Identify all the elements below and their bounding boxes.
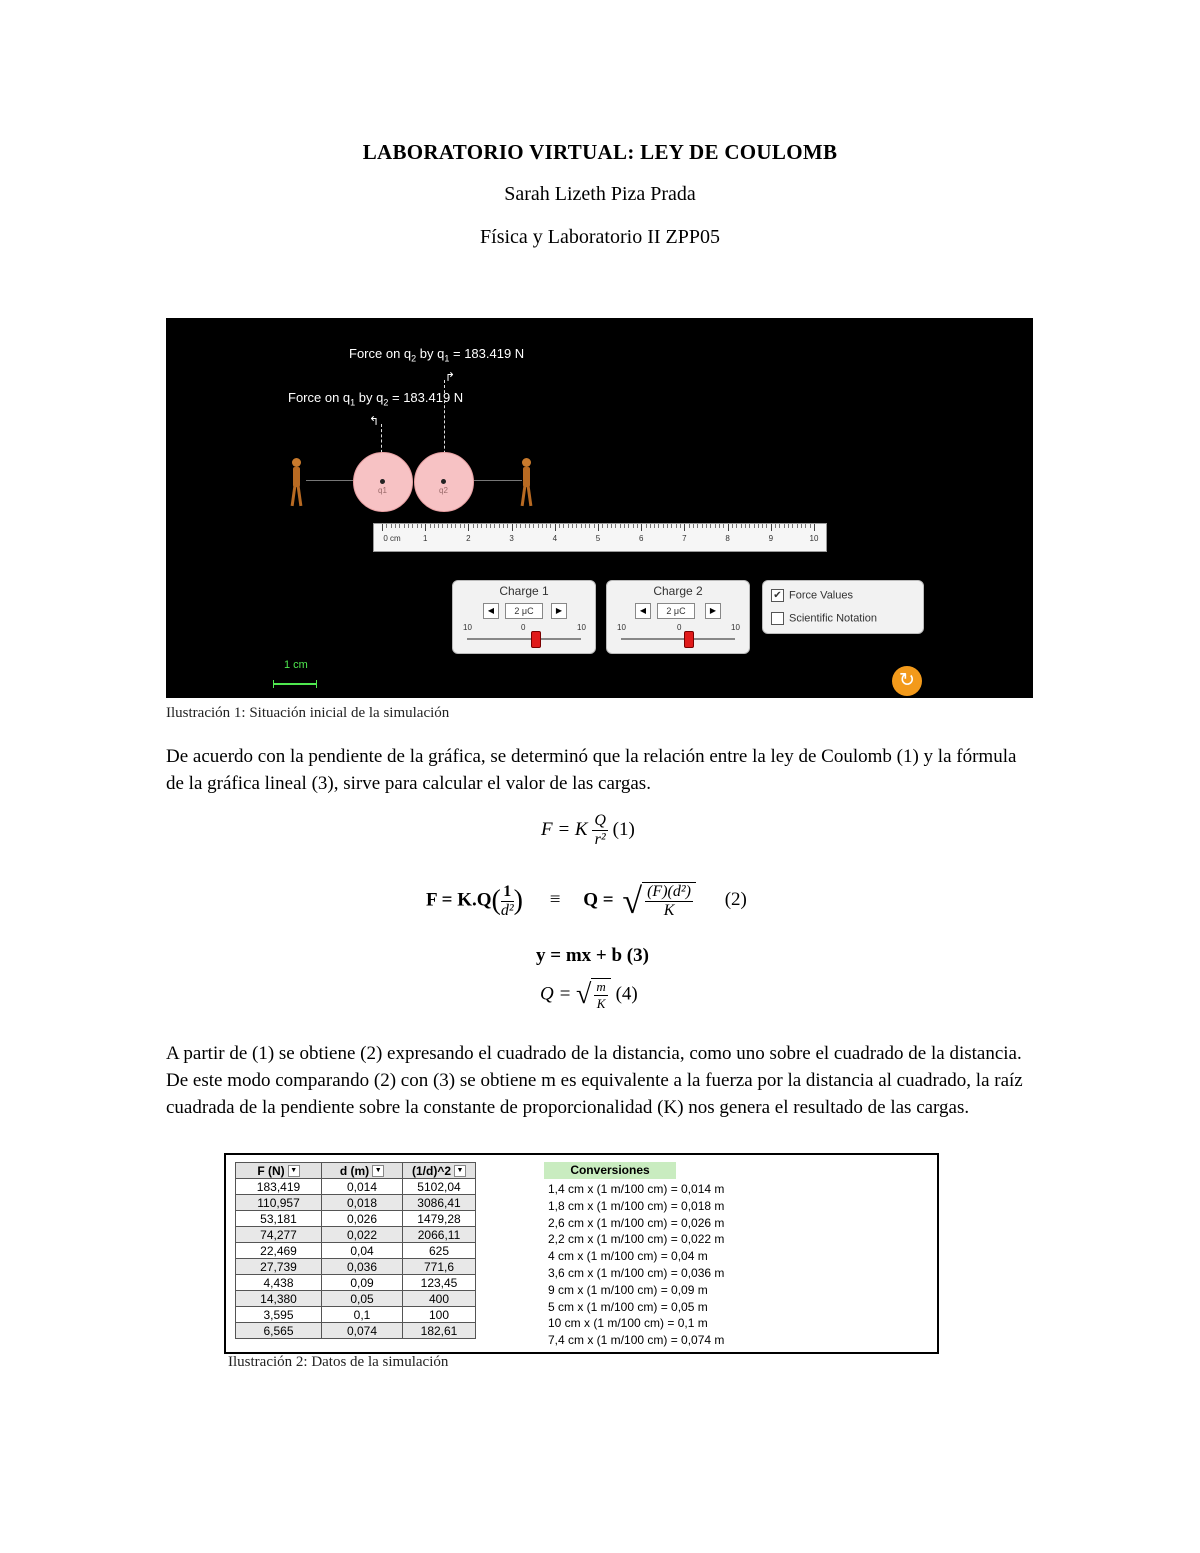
charge1-slider-track[interactable] <box>467 638 581 640</box>
ruler-minor-tick <box>646 524 647 528</box>
charge2-title: Charge 2 <box>653 584 703 598</box>
ruler-minor-tick <box>438 524 439 528</box>
ruler-minor-tick <box>516 524 517 528</box>
table-cell: 4,438 <box>236 1275 322 1291</box>
ruler-minor-tick <box>404 524 405 528</box>
ruler-minor-tick <box>546 524 547 528</box>
charge1-min-label: 10 <box>463 623 472 632</box>
charge1-max-label: 10 <box>577 623 586 632</box>
ruler-minor-tick <box>412 524 413 528</box>
ruler-tick-label: 9 <box>768 534 774 543</box>
paragraph-1: De acuerdo con la pendiente de la gráfica, se determinó que la relación entre la ley de Coulomb (1) y la fórmula de la gráfica lineal (3), sirve para calcular el valor de las cargas. <box>166 746 1017 794</box>
charge1-title: Charge 1 <box>499 584 549 598</box>
author-name: Sarah Lizeth Piza Prada <box>504 183 696 205</box>
table-row <box>236 1211 476 1227</box>
table-cell: 0,09 <box>322 1275 403 1291</box>
ruler-major-tick <box>771 524 772 531</box>
ruler-minor-tick <box>749 524 750 528</box>
coulomb-simulation <box>166 318 1033 698</box>
table-cell: 0,04 <box>322 1243 403 1259</box>
table-cell: 110,957 <box>236 1195 322 1211</box>
charge1-decrease-button[interactable]: ◀ <box>483 603 499 619</box>
rope-right <box>472 480 522 481</box>
charge2-panel <box>606 580 750 654</box>
filter-dropdown-icon: ▼ <box>372 1165 384 1177</box>
ruler-major-tick <box>728 524 729 531</box>
ruler-minor-tick <box>464 524 465 528</box>
table-cell: 771,6 <box>403 1259 476 1275</box>
ruler-minor-tick <box>481 524 482 528</box>
table-cell: 0,014 <box>322 1179 403 1195</box>
ruler-major-tick <box>555 524 556 531</box>
table-cell: 2066,11 <box>403 1227 476 1243</box>
table-cell: 0,018 <box>322 1195 403 1211</box>
conversion-row: 5 cm x (1 m/100 cm) = 0,05 m <box>548 1299 708 1314</box>
options-panel <box>762 580 924 634</box>
column-header-inverse-square[interactable]: (1/d)^2 ▼ <box>403 1163 476 1179</box>
ruler-major-tick <box>382 524 383 531</box>
ruler-tick-label: 7 <box>682 534 687 543</box>
table-row <box>236 1195 476 1211</box>
ruler-minor-tick <box>490 524 491 528</box>
ruler-minor-tick <box>460 524 461 528</box>
ruler-minor-tick <box>754 524 755 528</box>
ruler-minor-tick <box>391 524 392 528</box>
ruler-minor-tick <box>408 524 409 528</box>
ruler-minor-tick <box>810 524 811 528</box>
ruler-minor-tick <box>788 524 789 528</box>
charge2-slider-track[interactable] <box>621 638 735 640</box>
conversion-row: 10 cm x (1 m/100 cm) = 0,1 m <box>548 1316 708 1331</box>
ruler-minor-tick <box>533 524 534 528</box>
ruler-minor-tick <box>529 524 530 528</box>
ruler-tick-label: 10 <box>809 534 819 543</box>
ruler-minor-tick <box>615 524 616 528</box>
ruler-minor-tick <box>503 524 504 528</box>
ruler-minor-tick <box>766 524 767 528</box>
table-cell: 1479,28 <box>403 1211 476 1227</box>
ruler-minor-tick <box>697 524 698 528</box>
ruler-minor-tick <box>741 524 742 528</box>
equation-4: Q = √ $\frac{m}{K}$ (4) <box>540 979 638 1011</box>
conversion-row: 3,6 cm x (1 m/100 cm) = 0,036 m <box>548 1266 725 1280</box>
ruler-minor-tick <box>736 524 737 528</box>
charge2-decrease-button[interactable]: ◀ <box>635 603 651 619</box>
charge1-increase-button[interactable]: ▶ <box>551 603 567 619</box>
ruler-minor-tick <box>693 524 694 528</box>
ruler-minor-tick <box>658 524 659 528</box>
ruler-minor-tick <box>572 524 573 528</box>
ruler-minor-tick <box>719 524 720 528</box>
ruler-major-tick <box>641 524 642 531</box>
simulation-data-figure <box>224 1153 939 1354</box>
ruler-major-tick <box>598 524 599 531</box>
charge1-panel <box>452 580 596 654</box>
table-cell: 22,469 <box>236 1243 322 1259</box>
scientific-notation-option[interactable]: Scientific Notation <box>771 612 877 625</box>
ruler-minor-tick <box>525 524 526 528</box>
charge-q2-ball[interactable]: q2 <box>414 452 474 512</box>
ruler-minor-tick <box>477 524 478 528</box>
conversion-row: 1,4 cm x (1 m/100 cm) = 0,014 m <box>548 1182 725 1196</box>
ruler-minor-tick <box>805 524 806 528</box>
ruler-tick-label: 1 <box>422 534 428 543</box>
ruler-minor-tick <box>779 524 780 528</box>
ruler-minor-tick <box>542 524 543 528</box>
reset-icon[interactable]: ↻ <box>892 666 922 696</box>
table-cell: 0,036 <box>322 1259 403 1275</box>
table-cell: 0,05 <box>322 1291 403 1307</box>
table-row <box>236 1243 476 1259</box>
force-arrow-right-icon: ↱ <box>445 370 456 384</box>
ruler-tick-label: 5 <box>595 534 601 543</box>
ruler-minor-tick <box>611 524 612 528</box>
ruler-minor-tick <box>706 524 707 528</box>
data-table <box>235 1162 476 1339</box>
table-cell: 183,419 <box>236 1179 322 1195</box>
ruler-minor-tick <box>654 524 655 528</box>
ruler-minor-tick <box>538 524 539 528</box>
ruler-minor-tick <box>486 524 487 528</box>
ruler-tick-label: 2 <box>466 534 471 543</box>
table-cell: 5102,04 <box>403 1179 476 1195</box>
ruler-minor-tick <box>559 524 560 528</box>
ruler-minor-tick <box>702 524 703 528</box>
ruler-tick-label: 6 <box>638 534 644 543</box>
column-header-force[interactable]: F (N) ▼ <box>236 1163 322 1179</box>
charge2-max-label: 10 <box>731 623 740 632</box>
table-cell: 14,380 <box>236 1291 322 1307</box>
conversions-header: Conversiones <box>544 1162 676 1179</box>
ruler-minor-tick <box>473 524 474 528</box>
table-row <box>236 1227 476 1243</box>
ruler-minor-tick <box>550 524 551 528</box>
table-cell: 3086,41 <box>403 1195 476 1211</box>
conversion-row: 7,4 cm x (1 m/100 cm) = 0,074 m <box>548 1333 725 1348</box>
ruler-minor-tick <box>680 524 681 528</box>
ruler-minor-tick <box>689 524 690 528</box>
ruler-minor-tick <box>710 524 711 528</box>
ruler-minor-tick <box>417 524 418 528</box>
ruler-minor-tick <box>723 524 724 528</box>
ruler-major-tick <box>512 524 513 531</box>
column-header-distance[interactable]: d (m) ▼ <box>322 1163 403 1179</box>
ruler-minor-tick <box>581 524 582 528</box>
conversion-row: 2,2 cm x (1 m/100 cm) = 0,022 m <box>548 1232 725 1247</box>
ruler-minor-tick <box>507 524 508 528</box>
ruler-minor-tick <box>568 524 569 528</box>
charge1-zero-label: 0 <box>521 623 526 632</box>
puller-right-icon <box>518 458 536 508</box>
table-row <box>236 1291 476 1307</box>
ruler-minor-tick <box>447 524 448 528</box>
scale-label: 1 cm <box>284 659 308 671</box>
ruler-minor-tick <box>434 524 435 528</box>
charge1-slider-thumb[interactable] <box>531 631 541 648</box>
ruler-major-tick <box>684 524 685 531</box>
force-values-option[interactable]: ✔ Force Values <box>771 589 853 602</box>
table-cell: 0,026 <box>322 1211 403 1227</box>
ruler-minor-tick <box>745 524 746 528</box>
charge2-value-field[interactable]: 2 μC <box>657 603 695 619</box>
ruler-minor-tick <box>620 524 621 528</box>
table-cell: 0,074 <box>322 1323 403 1339</box>
ruler-tick-label: 8 <box>725 534 730 543</box>
table-row <box>236 1307 476 1323</box>
ruler-minor-tick <box>421 524 422 528</box>
figure-caption-2: Ilustración 2: Datos de la simulación <box>228 1354 449 1370</box>
table-cell: 3,595 <box>236 1307 322 1323</box>
figure-caption-1: Ilustración 1: Situación inicial de la simulación <box>166 705 450 721</box>
table-cell: 0,1 <box>322 1307 403 1323</box>
ruler-minor-tick <box>430 524 431 528</box>
ruler-minor-tick <box>386 524 387 528</box>
ruler-major-tick <box>814 524 815 531</box>
ruler-minor-tick <box>624 524 625 528</box>
table-cell: 74,277 <box>236 1227 322 1243</box>
conversion-row: 9 cm x (1 m/100 cm) = 0,09 m <box>548 1282 708 1297</box>
charge2-zero-label: 0 <box>677 623 682 632</box>
course-name: Física y Laboratorio II ZPP05 <box>480 226 720 248</box>
ruler-minor-tick <box>594 524 595 528</box>
ruler-tick-label: 0 cm <box>383 534 401 543</box>
ruler-minor-tick <box>628 524 629 528</box>
charge2-increase-button[interactable]: ▶ <box>705 603 721 619</box>
table-cell: 27,739 <box>236 1259 322 1275</box>
ruler-minor-tick <box>499 524 500 528</box>
ruler-minor-tick <box>442 524 443 528</box>
ruler-tick-label: 4 <box>552 534 558 543</box>
ruler-minor-tick <box>792 524 793 528</box>
ruler-minor-tick <box>520 524 521 528</box>
ruler-minor-tick <box>589 524 590 528</box>
table-cell: 123,45 <box>403 1275 476 1291</box>
charge1-value-field[interactable]: 2 μC <box>505 603 543 619</box>
ruler-major-tick <box>468 524 469 531</box>
ruler-minor-tick <box>797 524 798 528</box>
ruler-minor-tick <box>671 524 672 528</box>
ruler-minor-tick <box>663 524 664 528</box>
ruler-major-tick <box>425 524 426 531</box>
charge2-slider-thumb[interactable] <box>684 631 694 648</box>
table-cell: 0,022 <box>322 1227 403 1243</box>
ruler-minor-tick <box>758 524 759 528</box>
scientific-notation-checkbox[interactable] <box>771 612 784 625</box>
ruler-minor-tick <box>563 524 564 528</box>
ruler-minor-tick <box>762 524 763 528</box>
table-cell: 625 <box>403 1243 476 1259</box>
ruler-minor-tick <box>715 524 716 528</box>
document-title: LABORATORIO VIRTUAL: LEY DE COULOMB <box>362 140 838 164</box>
force-values-checkbox[interactable]: ✔ <box>771 589 784 602</box>
conversion-row: 4 cm x (1 m/100 cm) = 0,04 m <box>548 1249 708 1264</box>
table-row <box>236 1179 476 1195</box>
equation-1: F = K $\frac{Q}{\text{r²}}$ (1) <box>541 812 635 848</box>
force-arrow-left-icon: ↰ <box>369 414 380 428</box>
ruler-minor-tick <box>395 524 396 528</box>
table-row <box>236 1323 476 1339</box>
table-row <box>236 1259 476 1275</box>
table-row <box>236 1275 476 1291</box>
equation-3: y = mx + b (3) <box>536 945 649 966</box>
rope-left <box>306 480 354 481</box>
puller-left-icon <box>288 458 306 508</box>
ruler-minor-tick <box>650 524 651 528</box>
ruler-minor-tick <box>607 524 608 528</box>
ruler-minor-tick <box>801 524 802 528</box>
ruler-minor-tick <box>633 524 634 528</box>
ruler-minor-tick <box>676 524 677 528</box>
ruler-minor-tick <box>399 524 400 528</box>
ruler-minor-tick <box>637 524 638 528</box>
table-cell: 100 <box>403 1307 476 1323</box>
force-label-q2: Force on $q_2$ by $q_1 = 183.419$ N <box>349 346 525 364</box>
table-cell: 6,565 <box>236 1323 322 1339</box>
ruler-minor-tick <box>576 524 577 528</box>
ruler-minor-tick <box>775 524 776 528</box>
ruler-minor-tick <box>784 524 785 528</box>
equation-2: F = K.Q( $\frac{1}{\text{d²}}$ ) ≡ Q = √ $\frac{\text{(F)(d²)}}{K}$ (2) <box>426 881 747 921</box>
table-cell: 182,61 <box>403 1323 476 1339</box>
paragraph-2: A partir de (1) se obtiene (2) expresando el cuadrado de la distancia, como uno sobre el cuadrado de la distancia. De este modo comparando (2) con (3) se obtiene m es equivalente a la fuerza por la distancia al cuadrado, la raíz cuadrada de la pendiente sobre la constante de proporcionalidad (K) nos genera el resultado de las cargas. <box>166 1043 1023 1118</box>
force-label-q1: Force on $q_1$ by $q_2 = 183.419$ N <box>288 390 464 408</box>
ruler-minor-tick <box>667 524 668 528</box>
ruler-minor-tick <box>455 524 456 528</box>
charge2-min-label: 10 <box>617 623 626 632</box>
filter-dropdown-icon: ▼ <box>454 1165 466 1177</box>
ruler-tick-label: 3 <box>509 534 514 543</box>
charge-q1-ball[interactable]: q1 <box>353 452 413 512</box>
ruler-minor-tick <box>494 524 495 528</box>
scale-bar <box>273 683 317 685</box>
ruler-minor-tick <box>585 524 586 528</box>
conversion-row: 1,8 cm x (1 m/100 cm) = 0,018 m <box>548 1198 725 1213</box>
table-cell: 400 <box>403 1291 476 1307</box>
ruler[interactable] <box>373 523 827 552</box>
table-cell: 53,181 <box>236 1211 322 1227</box>
ruler-minor-tick <box>451 524 452 528</box>
ruler-minor-tick <box>602 524 603 528</box>
conversion-row: 2,6 cm x (1 m/100 cm) = 0,026 m <box>548 1215 725 1230</box>
filter-dropdown-icon: ▼ <box>288 1165 300 1177</box>
ruler-minor-tick <box>732 524 733 528</box>
